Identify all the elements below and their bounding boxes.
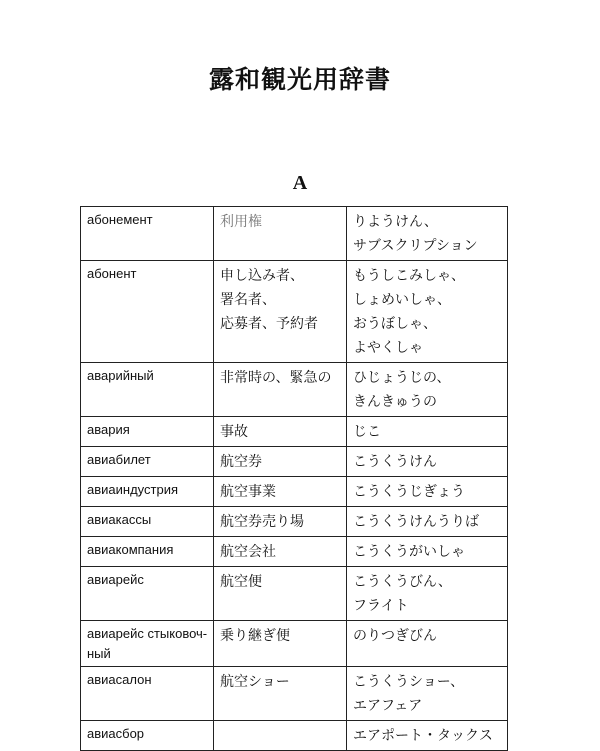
kana-reading-line: こうくうけん [353, 454, 437, 470]
kana-reading-cell [347, 477, 508, 507]
kanji-translation-line: 乗り継ぎ便 [220, 628, 290, 644]
kana-reading-line: こうくうじぎょう [353, 484, 465, 500]
russian-term-cell [81, 261, 214, 363]
kana-reading-cell [347, 507, 508, 537]
kana-reading-cell [347, 537, 508, 567]
table-row [81, 567, 508, 621]
kanji-translation-line: 航空券 [220, 454, 262, 470]
table-row [81, 477, 508, 507]
kanji-translation-line: 署名者、 [220, 292, 276, 308]
kanji-translation-cell [214, 721, 347, 751]
table-row [81, 417, 508, 447]
kanji-translation-line: 航空券売り場 [220, 514, 304, 530]
kanji-translation-line: 事故 [220, 424, 248, 440]
kana-reading-line: もうしこみしゃ、 [353, 268, 465, 284]
kanji-translation-cell [214, 417, 347, 447]
russian-term-cell [81, 447, 214, 477]
kana-reading-cell [347, 667, 508, 721]
russian-term-line: абонент [87, 266, 137, 281]
kanji-translation-line: 航空事業 [220, 484, 276, 500]
russian-term-cell [81, 363, 214, 417]
kana-reading-cell [347, 721, 508, 751]
kana-reading-cell [347, 417, 508, 447]
table-row [81, 363, 508, 417]
russian-term-line: авиакомпания [87, 542, 174, 557]
kana-reading-cell [347, 621, 508, 667]
dictionary-table-body [81, 207, 508, 751]
russian-term-line: авиасалон [87, 672, 152, 687]
kanji-translation-line: 航空ショー [220, 674, 290, 690]
russian-term-cell [81, 567, 214, 621]
kana-reading-line: しょめいしゃ、 [353, 292, 451, 308]
kana-reading-cell [347, 567, 508, 621]
kana-reading-line: こうくうがいしゃ [353, 544, 465, 560]
kanji-translation-line: 航空会社 [220, 544, 276, 560]
kanji-translation-line: 申し込み者、 [220, 268, 304, 284]
russian-term-line: авиасбор [87, 726, 145, 741]
kana-reading-cell [347, 207, 508, 261]
table-row [81, 721, 508, 751]
kanji-translation-line: 航空便 [220, 574, 262, 590]
kana-reading-cell [347, 447, 508, 477]
kanji-translation-cell [214, 567, 347, 621]
kanji-translation-line: 非常時の、緊急の [220, 370, 332, 386]
russian-term-line: авиарейс стыковоч- [87, 626, 208, 641]
kana-reading-line: エアポート・タックス [353, 728, 493, 744]
table-row [81, 447, 508, 477]
kanji-translation-line: 応募者、予約者 [220, 316, 318, 332]
russian-term-line: авиаиндустрия [87, 482, 178, 497]
kanji-translation-cell [214, 261, 347, 363]
kana-reading-line: こうくうびん、 [353, 574, 452, 590]
dictionary-table [80, 206, 508, 751]
kanji-translation-cell [214, 667, 347, 721]
russian-term-cell [81, 507, 214, 537]
kana-reading-line: おうぼしゃ、 [353, 316, 437, 332]
russian-term-line: аварийный [87, 368, 154, 383]
kana-reading-line: エアフェア [353, 698, 423, 714]
table-row [81, 667, 508, 721]
kana-reading-line: よやくしゃ [353, 340, 423, 356]
kana-reading-line: じこ [353, 424, 381, 440]
kana-reading-line: サブスクリプション [353, 238, 478, 254]
russian-term-line: авария [87, 422, 130, 437]
page-title: 露和観光用辞書 [208, 65, 391, 94]
russian-term-cell [81, 621, 214, 667]
kanji-translation-cell [214, 507, 347, 537]
table-row [81, 537, 508, 567]
kanji-translation-cell [214, 363, 347, 417]
kana-reading-cell [347, 363, 508, 417]
kana-reading-line: こうくうけんうりば [353, 514, 479, 530]
table-row [81, 507, 508, 537]
kana-reading-line: りようけん、 [353, 214, 438, 230]
russian-term-line: ный [87, 646, 111, 661]
kanji-translation-line: 利用権 [220, 214, 262, 230]
russian-term-cell [81, 721, 214, 751]
russian-term-line: авиарейс [87, 572, 144, 587]
russian-term-line: абонемент [87, 212, 153, 227]
russian-term-cell [81, 207, 214, 261]
russian-term-line: авиакассы [87, 512, 152, 527]
kanji-translation-cell [214, 447, 347, 477]
table-row [81, 261, 508, 363]
section-letter: A [292, 172, 308, 194]
kana-reading-line: ひじょうじの、 [353, 370, 451, 386]
table-row [81, 207, 508, 261]
kanji-translation-cell [214, 537, 347, 567]
kana-reading-line: フライト [353, 598, 409, 614]
russian-term-cell [81, 667, 214, 721]
kanji-translation-cell [214, 477, 347, 507]
table-row [81, 621, 508, 667]
russian-term-line: авиабилет [87, 452, 151, 467]
kana-reading-cell [347, 261, 508, 363]
russian-term-cell [81, 477, 214, 507]
kanji-translation-cell [214, 207, 347, 261]
russian-term-cell [81, 537, 214, 567]
kana-reading-line: のりつぎびん [353, 628, 437, 644]
kana-reading-line: こうくうショー、 [353, 674, 465, 690]
russian-term-cell [81, 417, 214, 447]
kana-reading-line: きんきゅうの [353, 394, 437, 410]
kanji-translation-cell [214, 621, 347, 667]
